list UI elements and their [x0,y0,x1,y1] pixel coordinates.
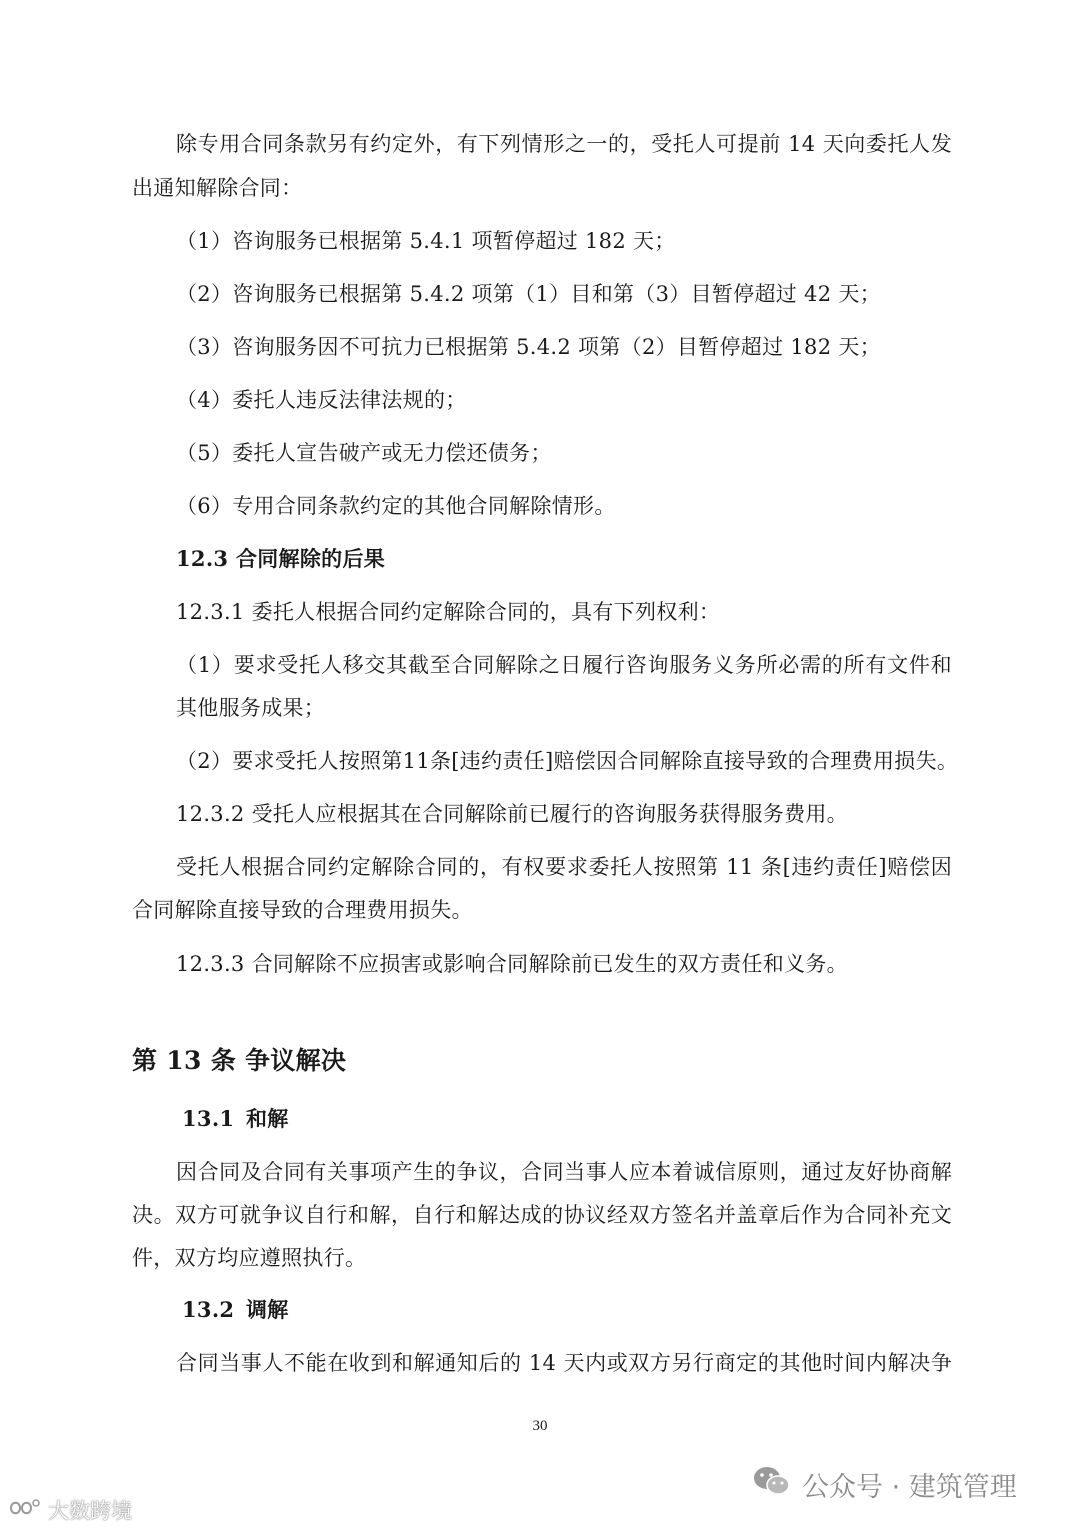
list-item: （1）咨询服务已根据第 5.4.1 项暂停超过 182 天； [176,229,676,253]
section-heading-13-1 [182,1105,582,1133]
section-title: 调解 [246,1297,289,1322]
list-item: （1）要求受托人移交其截至合同解除之日履行咨询服务义务所必需的所有文件和 [176,653,952,677]
list-item: （2）要求受托人按照第11条[违约责任]赔偿因合同解除直接导致的合理费用损失。 [176,749,959,773]
paragraph-line: 受托人根据合同约定解除合同的，有权要求委托人按照第 11 条[违约责任]赔偿因 [176,855,952,879]
clause-12-3-3: 12.3.3 合同解除不应损害或影响合同解除前已发生的双方责任和义务。 [176,952,848,976]
watermark-brand [8,1496,132,1524]
paragraph-line: 件，双方均应遵照执行。 [132,1246,367,1270]
watermark-text: 公众号 · 建筑管理 [802,1471,1017,1503]
section-heading-12-3: 12.3 合同解除的后果 [176,546,386,571]
list-item: （4）委托人违反法律法规的； [176,388,467,412]
paragraph-line: 出通知解除合同： [132,176,303,200]
watermark-text: 大数跨境 [48,1499,132,1523]
paragraph-line: 决。双方可就争议自行和解，自行和解达成的协议经双方签名并盖章后作为合同补充文 [132,1203,952,1227]
section-title: 和解 [246,1106,289,1131]
section-number: 13.1 [182,1106,235,1131]
paragraph-line: 合同当事人不能在收到和解通知后的 14 天内或双方另行商定的其他时间内解决争 [176,1351,952,1375]
paragraph-line: 因合同及合同有关事项产生的争议，合同当事人应本着诚信原则，通过友好协商解 [176,1160,952,1184]
wechat-icon [752,1464,792,1505]
article-13-title: 第 13 条 争议解决 [132,1046,347,1075]
list-item: （5）委托人宣告破产或无力偿还债务； [176,441,552,465]
list-item: （6）专用合同条款约定的其他合同解除情形。 [176,494,616,518]
list-item-cont: 其他服务成果； [176,696,326,720]
list-item: （3）咨询服务因不可抗力已根据第 5.4.2 项第（2）目暂停超过 182 天； [176,335,881,359]
paragraph-line: 除专用合同条款另有约定外，有下列情形之一的，受托人可提前 14 天向委托人发 [176,132,952,156]
section-number: 13.2 [182,1297,235,1322]
watermark-wechat [752,1464,1017,1504]
clause-12-3-1: 12.3.1 委托人根据合同约定解除合同的，具有下列权利： [176,600,721,624]
list-item: （2）咨询服务已根据第 5.4.2 项第（1）目和第（3）目暂停超过 42 天； [176,282,881,306]
clause-12-3-2: 12.3.2 受托人应根据其在合同解除前已履行的咨询服务获得服务费用。 [176,802,848,826]
logo-icon [8,1497,42,1524]
paragraph-line: 合同解除直接导致的合理费用损失。 [132,898,473,922]
page-number: 30 [532,1418,548,1434]
section-heading-13-2 [182,1296,582,1324]
